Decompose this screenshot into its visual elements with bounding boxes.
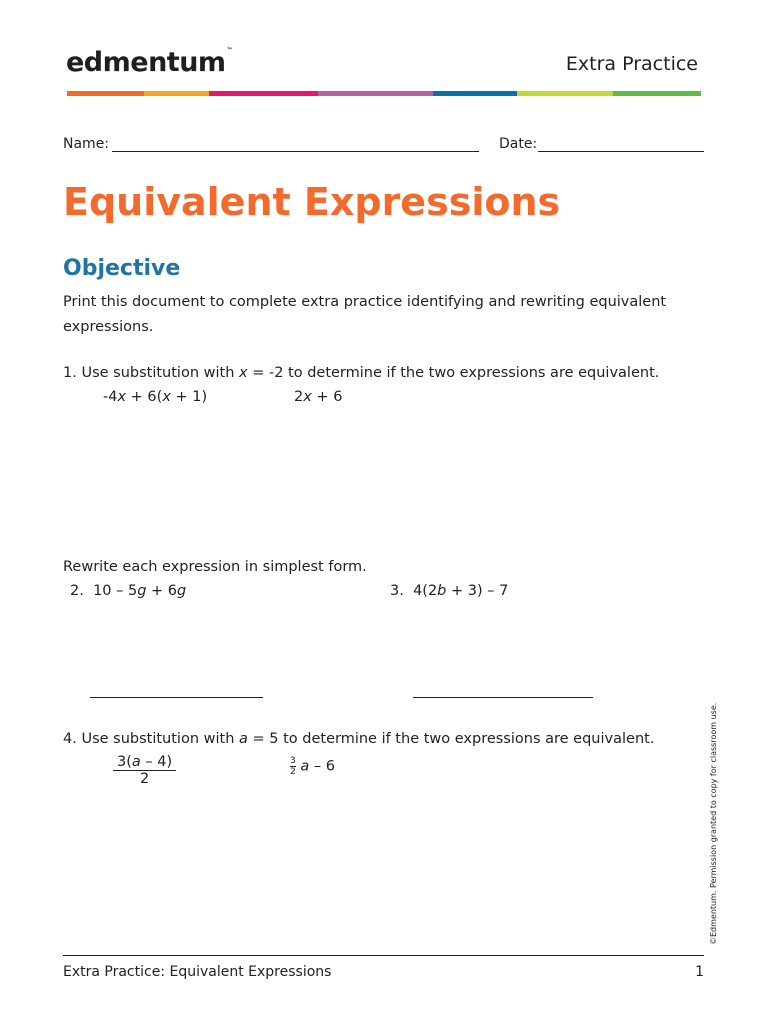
page-number: 1 — [695, 964, 704, 980]
objective-text: Print this document to complete extra practice identifying and rewriting equivalent expressions. — [63, 294, 667, 335]
rewrite-instruction: Rewrite each expression in simplest form. — [63, 559, 367, 575]
prompt-text: Use substitution with — [81, 365, 235, 381]
footer-title: Extra Practice: Equivalent Expressions — [63, 964, 332, 980]
question-4-prompt — [63, 731, 654, 747]
fraction-numerator — [113, 754, 176, 771]
variable: x — [303, 389, 312, 405]
expr-part: -4 — [103, 389, 118, 405]
color-segment — [433, 91, 517, 96]
variable: x — [239, 365, 248, 381]
copyright-notice: ©Edmentum. Permission granted to copy for classroom use. — [709, 702, 718, 945]
trademark-mark: ™ — [226, 47, 233, 54]
color-segment — [209, 91, 318, 96]
question-4-right-expression — [290, 756, 335, 777]
date-line[interactable] — [538, 151, 704, 152]
date-label: Date: — [499, 136, 538, 152]
expr-part: – 6 — [309, 758, 335, 775]
answer-line-q2[interactable] — [90, 697, 263, 698]
expr-part: 2 — [294, 389, 304, 405]
color-segment — [318, 91, 433, 96]
footer-divider — [63, 955, 704, 956]
small-fraction — [290, 756, 296, 777]
question-number: 2. — [70, 583, 84, 599]
color-segment — [67, 91, 144, 96]
answer-line-q3[interactable] — [413, 697, 593, 698]
question-number: 4. — [63, 731, 77, 747]
color-segment — [613, 91, 701, 96]
question-1-prompt — [63, 365, 659, 381]
prompt-text: Use substitution with — [81, 731, 235, 747]
prompt-text: = 5 to determine if the two expressions are equivalent. — [252, 731, 655, 747]
prompt-text: = -2 to determine if the two expressions are equivalent. — [252, 365, 660, 381]
expr-part: 4(2 — [413, 583, 438, 599]
name-line[interactable] — [112, 151, 479, 152]
question-1-expression-right — [294, 389, 342, 405]
name-label: Name: — [63, 136, 110, 152]
expr-part: + 3) – 7 — [446, 583, 509, 599]
variable: x — [162, 389, 171, 405]
fraction — [113, 754, 176, 787]
variable: a — [131, 754, 141, 770]
logo-text: edmentum — [66, 47, 226, 78]
objective-heading: Objective — [63, 256, 181, 281]
expr-part: – 4) — [140, 754, 173, 770]
variable: a — [300, 758, 310, 775]
edmentum-logo — [66, 47, 232, 78]
expr-part: + 1) — [170, 389, 208, 405]
color-segment — [517, 91, 613, 96]
expr-part: + 6 — [311, 389, 343, 405]
variable: a — [239, 731, 248, 747]
variable: g — [177, 583, 187, 599]
expr-part: 10 – 5 — [93, 583, 138, 599]
small-fraction-denominator: 2 — [290, 767, 296, 777]
question-number: 1. — [63, 365, 77, 381]
question-number: 3. — [390, 583, 404, 599]
color-segment — [144, 91, 209, 96]
variable: b — [437, 583, 447, 599]
expr-part: + 6( — [126, 389, 163, 405]
question-3 — [390, 583, 508, 599]
page-title: Equivalent Expressions — [63, 180, 561, 224]
question-1-expression-left — [103, 389, 207, 405]
variable: x — [117, 389, 127, 405]
question-2 — [70, 583, 186, 599]
question-4-fraction-expression — [113, 754, 176, 787]
header-label: Extra Practice — [565, 53, 698, 75]
header-color-bar — [67, 91, 701, 96]
small-fraction-numerator: 3 — [290, 756, 296, 766]
fraction-denominator: 2 — [139, 771, 150, 787]
variable: g — [137, 583, 147, 599]
expr-part: + 6 — [146, 583, 178, 599]
expr-part: 3( — [117, 754, 132, 770]
